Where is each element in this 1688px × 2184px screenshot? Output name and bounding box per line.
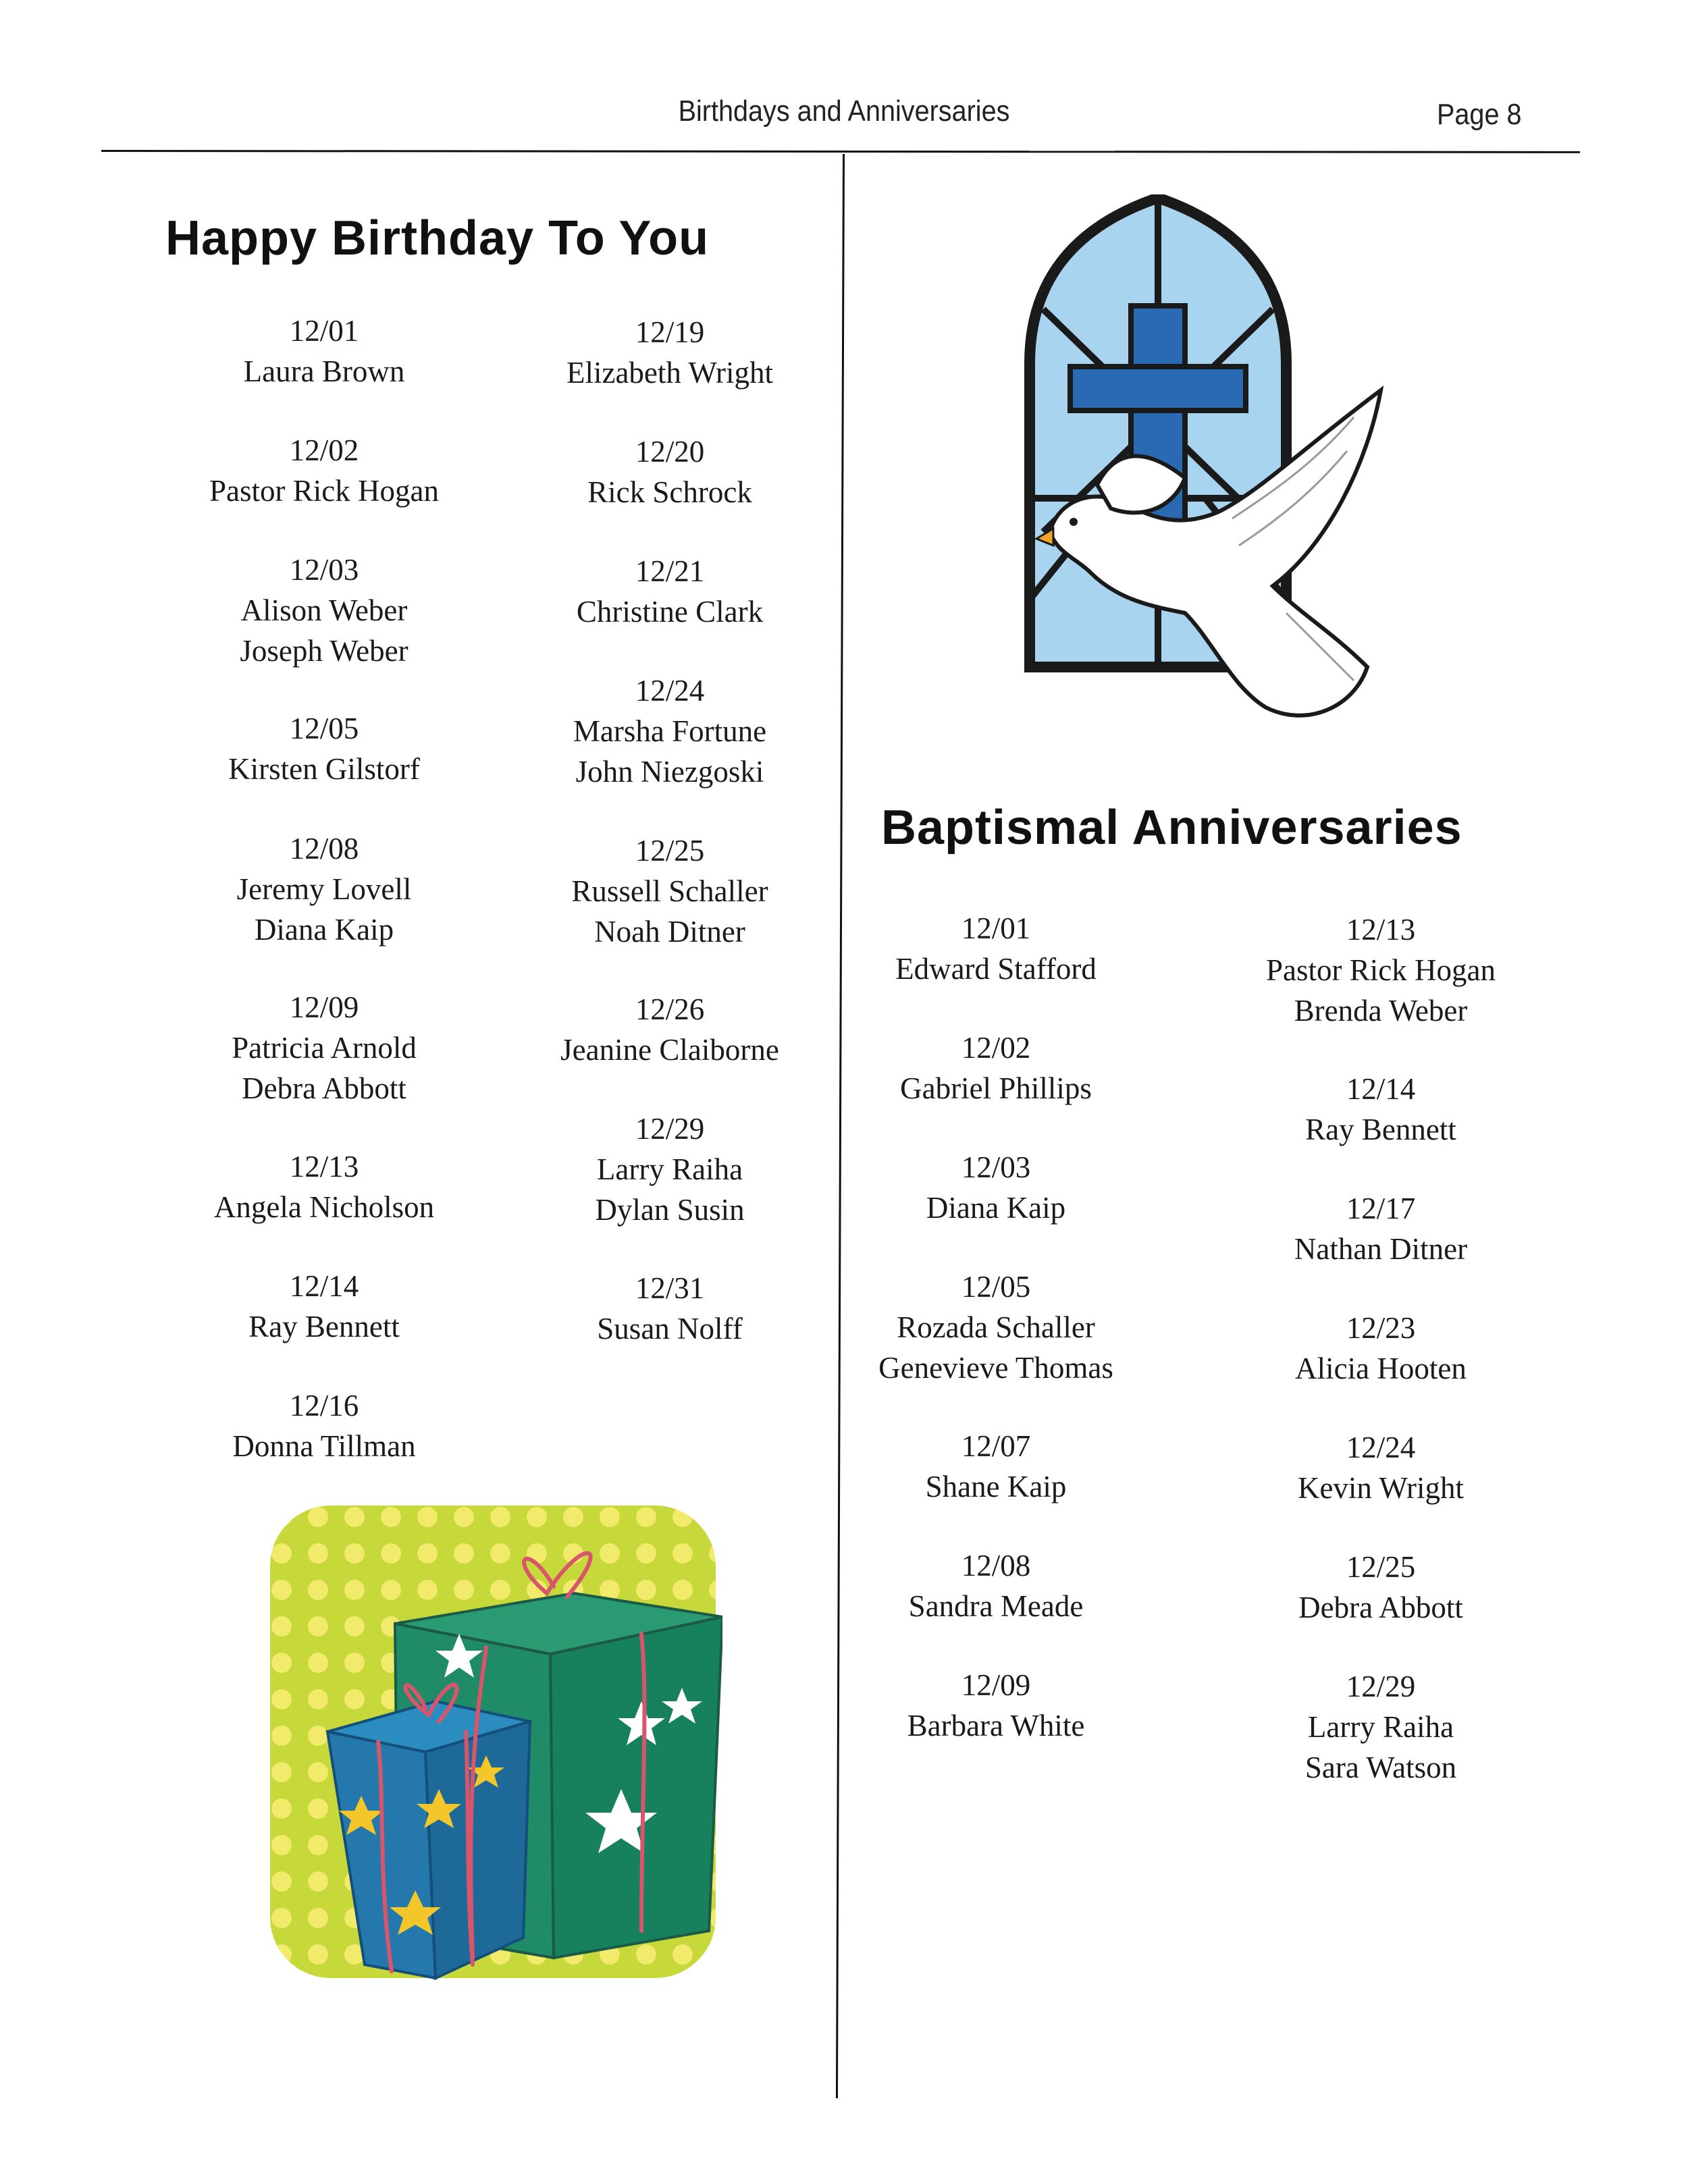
baptismal-entry (807, 908, 1185, 989)
birthday-entry (481, 551, 859, 632)
baptismal-entry (1192, 1547, 1570, 1628)
entry-date: 12/29 (1346, 1670, 1416, 1703)
entry-date: 12/01 (961, 911, 1031, 945)
entry-date: 12/13 (1346, 913, 1416, 947)
entry-name: Russell Schaller (571, 874, 768, 908)
page-header-title: Birthdays and Anniversaries (678, 95, 1010, 128)
baptismal-entry (807, 1267, 1185, 1388)
entry-name: Angela Nicholson (213, 1190, 435, 1224)
entry-name: Rozada Schaller (897, 1310, 1095, 1344)
entry-name: Shane Kaip (925, 1470, 1067, 1503)
entry-name: Laura Brown (243, 354, 405, 388)
baptismal-entry (807, 1147, 1185, 1228)
baptismal-entry (807, 1545, 1185, 1626)
entry-date: 12/02 (961, 1031, 1031, 1065)
entry-name: Alison Weber (240, 593, 408, 627)
entry-date: 12/20 (635, 435, 705, 469)
entry-date: 12/17 (1346, 1192, 1416, 1225)
birthday-entry (481, 312, 859, 393)
entry-date: 12/25 (635, 834, 705, 868)
birthday-entry (135, 828, 513, 950)
entry-name: Pastor Rick Hogan (1266, 953, 1496, 987)
entry-date: 12/13 (289, 1150, 359, 1183)
baptismal-entry (1192, 1188, 1570, 1269)
birthdays-heading: Happy Birthday To You (165, 211, 710, 265)
baptismal-entry (1192, 909, 1570, 1031)
entry-name: Ray Bennett (1305, 1113, 1456, 1146)
baptismal-entry (1192, 1666, 1570, 1788)
birthday-entry (481, 670, 859, 792)
entry-name: Sara Watson (1304, 1751, 1457, 1784)
entry-name: Susan Nolff (597, 1312, 743, 1346)
entry-name: Diana Kaip (926, 1191, 1066, 1225)
entry-name: Genevieve Thomas (878, 1351, 1113, 1385)
baptismal-entry (1192, 1427, 1570, 1508)
entry-name: Elizabeth Wright (566, 356, 773, 390)
entry-date: 12/21 (635, 554, 705, 588)
baptismal-entry (1192, 1069, 1570, 1150)
entry-name: Gabriel Phillips (900, 1071, 1092, 1105)
entry-name: Brenda Weber (1294, 994, 1468, 1028)
entry-name: Edward Stafford (895, 952, 1097, 986)
entry-date: 12/16 (289, 1389, 359, 1422)
entry-name: Patricia Arnold (232, 1031, 417, 1065)
birthday-entry (135, 1385, 513, 1466)
entry-date: 12/14 (289, 1269, 359, 1303)
entry-date: 12/08 (961, 1549, 1031, 1582)
entry-date: 12/02 (289, 433, 359, 467)
birthday-entry (135, 708, 513, 789)
entry-name: Donna Tillman (232, 1429, 416, 1463)
stained-glass-dove-icon (1016, 194, 1394, 762)
entry-name: Larry Raiha (1307, 1710, 1454, 1744)
entry-date: 12/07 (961, 1429, 1031, 1463)
birthday-entry (135, 1266, 513, 1347)
entry-date: 12/05 (289, 712, 359, 745)
entry-date: 12/24 (635, 674, 705, 708)
entry-name: Pastor Rick Hogan (209, 474, 439, 508)
baptismal-entry (807, 1028, 1185, 1109)
entry-date: 12/03 (289, 553, 359, 587)
header-rule (101, 150, 1580, 153)
birthday-entry (481, 1268, 859, 1349)
gift-boxes-icon (263, 1499, 722, 1985)
entry-name: Nathan Ditner (1294, 1232, 1468, 1266)
entry-date: 12/09 (289, 990, 359, 1024)
entry-name: Jeremy Lovell (236, 872, 412, 906)
entry-name: Dylan Susin (595, 1193, 745, 1227)
entry-date: 12/24 (1346, 1431, 1416, 1464)
entry-date: 12/05 (961, 1270, 1031, 1304)
baptismal-entry (807, 1665, 1185, 1746)
entry-date: 12/31 (635, 1271, 705, 1305)
entry-name: Rick Schrock (587, 475, 752, 509)
birthday-entry (481, 431, 859, 512)
entry-name: Larry Raiha (596, 1152, 743, 1186)
entry-name: Debra Abbott (242, 1071, 406, 1105)
entry-name: Ray Bennett (248, 1310, 400, 1343)
birthday-entry (135, 430, 513, 511)
entry-name: Jeanine Claiborne (560, 1033, 779, 1067)
entry-name: Christine Clark (576, 595, 764, 629)
baptismal-heading: Baptismal Anniversaries (881, 801, 1462, 855)
entry-name: Sandra Meade (908, 1589, 1084, 1623)
entry-date: 12/19 (635, 315, 705, 349)
baptismal-entry (807, 1426, 1185, 1507)
entry-name: Noah Ditner (594, 915, 745, 949)
entry-date: 12/03 (961, 1150, 1031, 1184)
entry-name: John Niezgoski (575, 755, 764, 789)
entry-name: Barbara White (907, 1709, 1085, 1742)
entry-name: Kevin Wright (1297, 1471, 1465, 1505)
entry-date: 12/25 (1346, 1550, 1416, 1584)
page-number: Page 8 (1437, 98, 1522, 131)
birthday-entry (481, 830, 859, 952)
entry-date: 12/08 (289, 832, 359, 865)
entry-date: 12/23 (1346, 1311, 1416, 1345)
entry-name: Alicia Hooten (1295, 1352, 1467, 1385)
entry-name: Kirsten Gilstorf (228, 752, 420, 786)
birthday-entry (481, 989, 859, 1070)
birthday-entry (135, 550, 513, 671)
entry-date: 12/09 (961, 1668, 1031, 1702)
entry-name: Joseph Weber (240, 634, 408, 668)
entry-name: Diana Kaip (254, 913, 394, 947)
entry-date: 12/29 (635, 1112, 705, 1146)
birthday-entry (135, 311, 513, 392)
birthday-entry (135, 987, 513, 1109)
entry-date: 12/01 (289, 314, 359, 348)
entry-date: 12/26 (635, 992, 705, 1026)
entry-date: 12/14 (1346, 1072, 1416, 1106)
birthday-entry (481, 1109, 859, 1230)
entry-name: Debra Abbott (1298, 1591, 1463, 1624)
baptismal-entry (1192, 1308, 1570, 1389)
birthday-entry (135, 1146, 513, 1227)
entry-name: Marsha Fortune (573, 714, 767, 748)
